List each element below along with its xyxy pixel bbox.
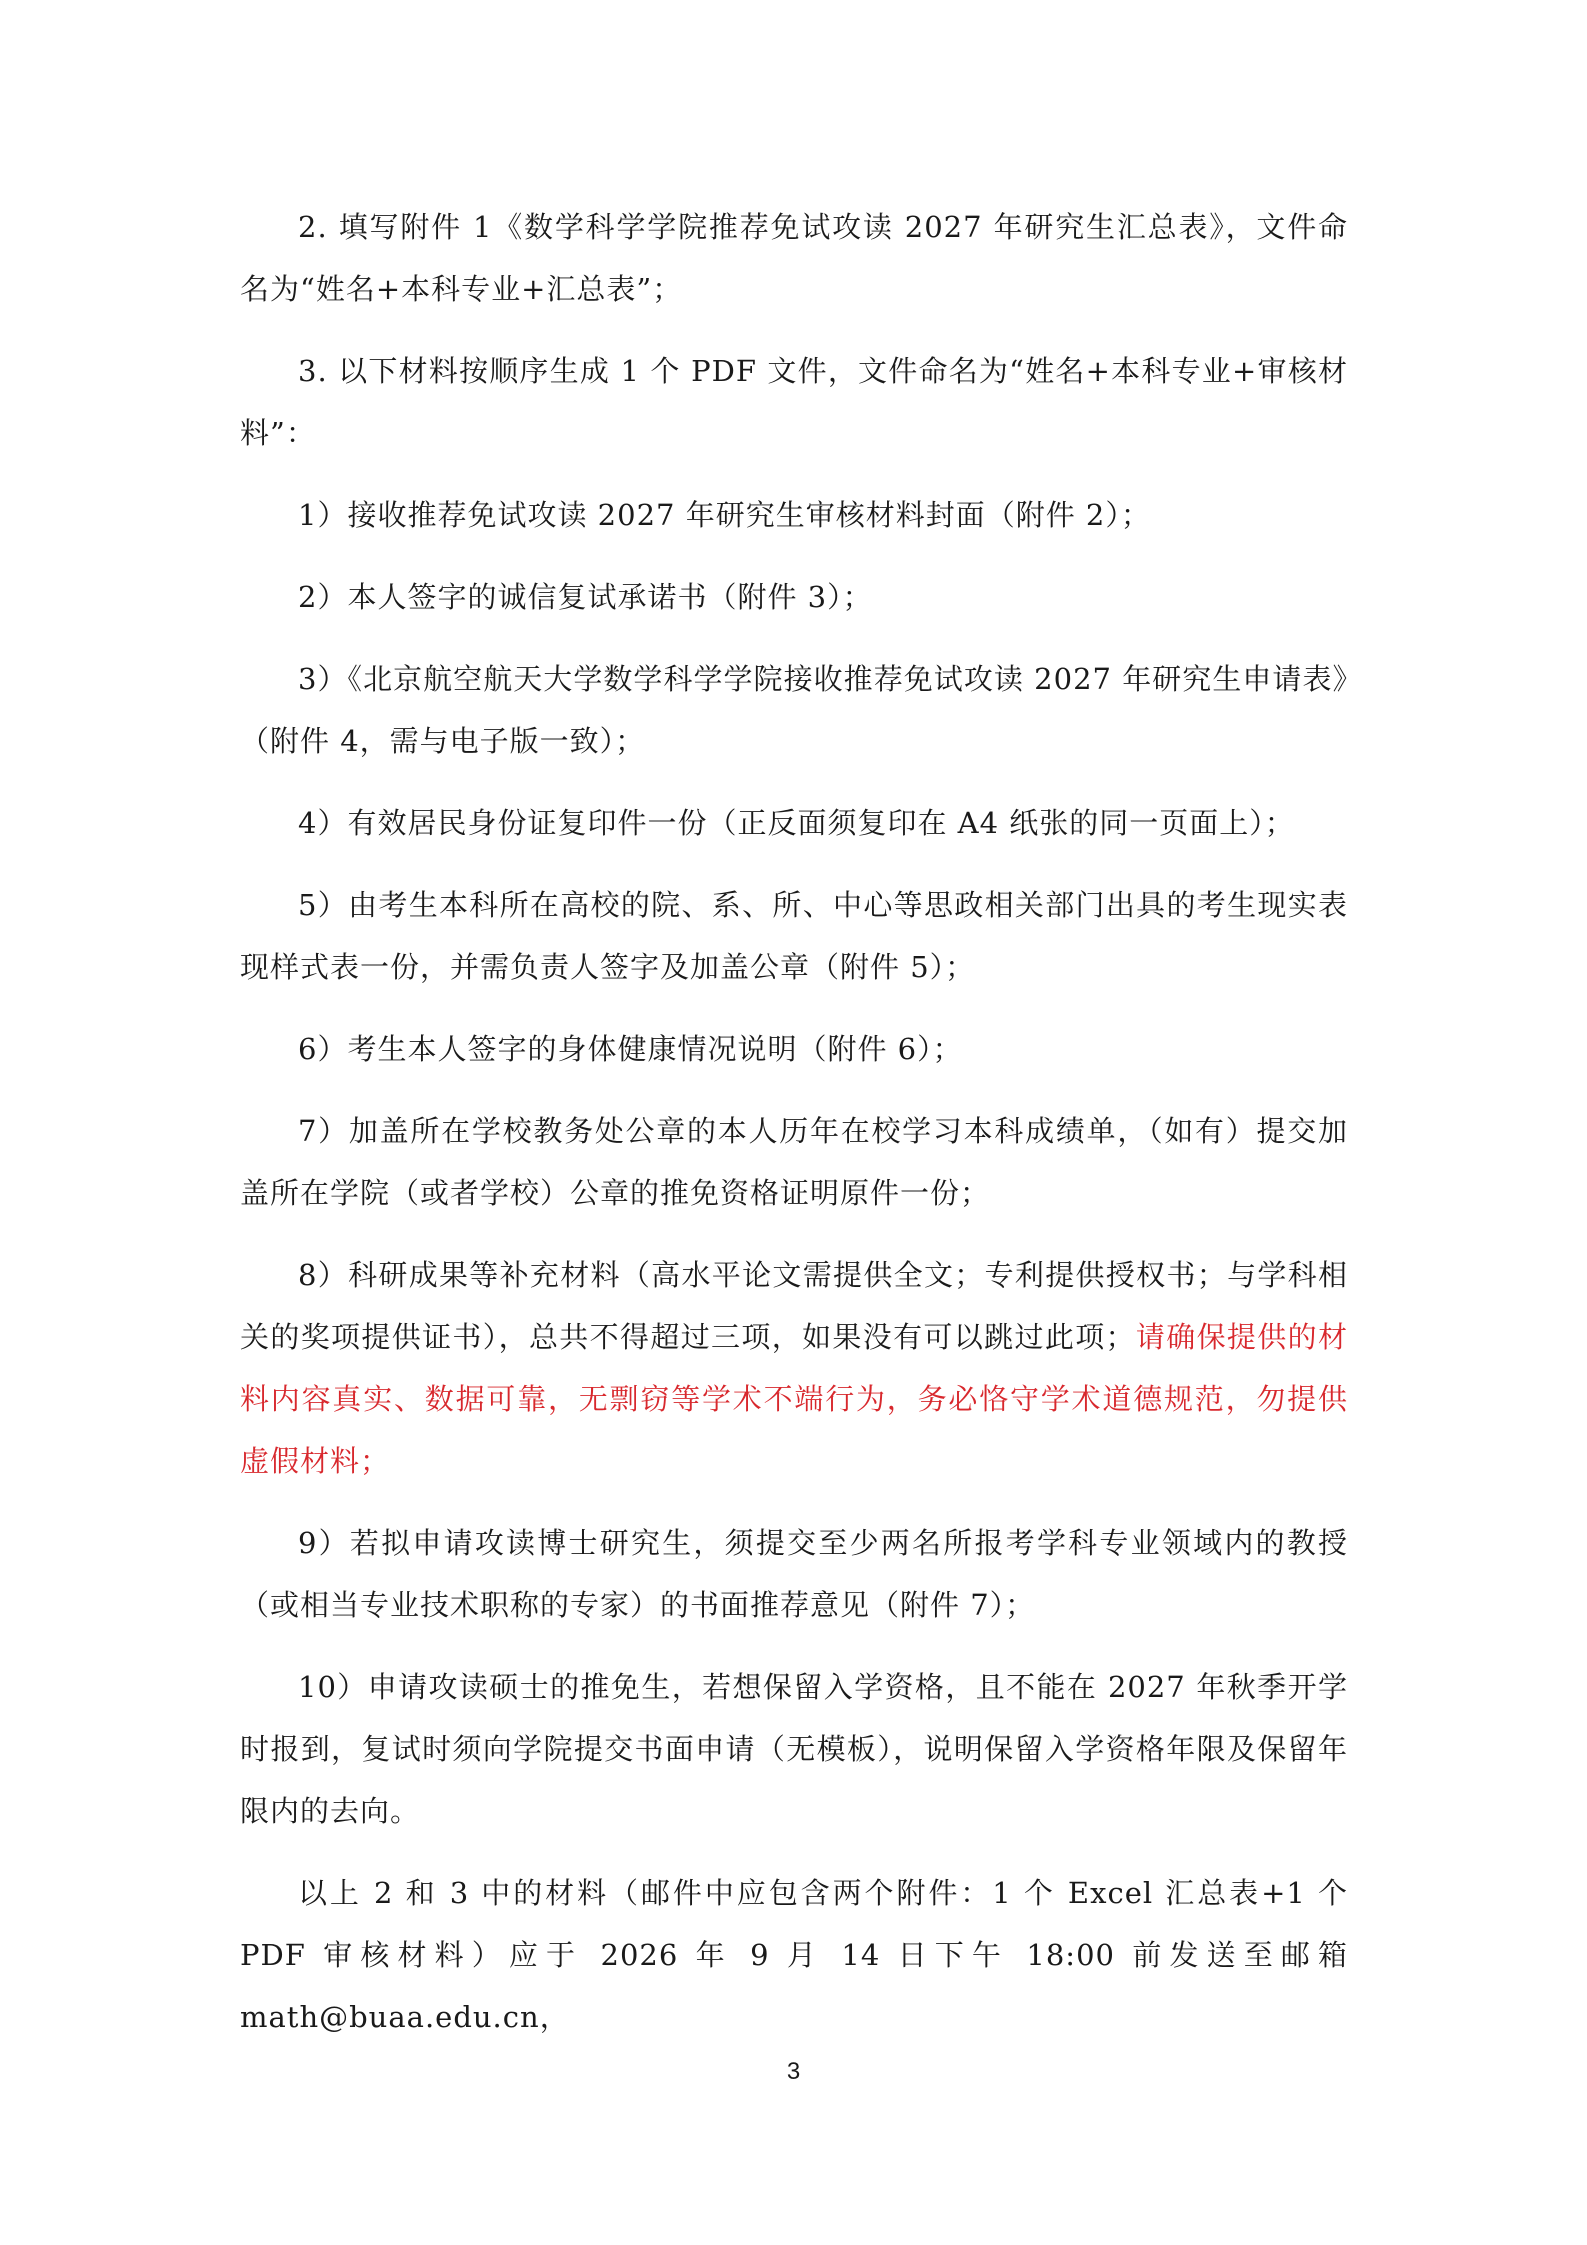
list-item-health-statement	[240, 1018, 1348, 1080]
list-item-text: 4）有效居民身份证复印件一份（正反面须复印在 A4 纸张的同一页面上）；	[298, 806, 1295, 840]
list-item-text: 8）科研成果等补充材料（高水平论文需提供全文；专利提供授权书；与学科相关的奖项提供证书），总共不得超过三项，如果没有可以跳过此项；	[240, 1258, 1348, 1354]
paragraph-review-materials	[240, 340, 1348, 464]
list-item-text: 2）本人签字的诚信复试承诺书（附件 3）；	[298, 580, 873, 614]
list-item-id-copy	[240, 792, 1348, 854]
paragraph-submission-instructions	[240, 1862, 1348, 2048]
list-item-text: 3）《北京航空航天大学数学科学学院接收推荐免试攻读 2027 年研究生申请表》（附件 4，需与电子版一致）；	[240, 662, 1348, 758]
paragraph-text: 3. 以下材料按顺序生成 1 个 PDF 文件，文件命名为“姓名+本科专业+审核材料”：	[240, 354, 1348, 450]
list-item-application-form	[240, 648, 1348, 772]
list-item-deferral-request	[240, 1656, 1348, 1842]
list-item-recommendation-letters	[240, 1512, 1348, 1636]
list-item-text: 1）接收推荐免试攻读 2027 年研究生审核材料封面（附件 2）；	[298, 498, 1151, 532]
list-item-transcript	[240, 1100, 1348, 1224]
academic-integrity-warning: 请确保提供的材料内容真实、数据可靠，无剽窃等学术不端行为，务必恪守学术道德规范，勿提供虚假材料；	[240, 1320, 1348, 1478]
list-item-performance-form	[240, 874, 1348, 998]
list-item-research-materials	[240, 1244, 1348, 1492]
list-item-integrity-pledge	[240, 566, 1348, 628]
paragraph-summary-form	[240, 196, 1348, 320]
list-item-text: 9）若拟申请攻读博士研究生，须提交至少两名所报考学科专业领域内的教授（或相当专业技术职称的专家）的书面推荐意见（附件 7）；	[240, 1526, 1348, 1622]
list-item-text: 10）申请攻读硕士的推免生，若想保留入学资格，且不能在 2027 年秋季开学时报到，复试时须向学院提交书面申请（无模板），说明保留入学资格年限及保留年限内的去向。	[240, 1670, 1348, 1828]
list-item-text: 7）加盖所在学校教务处公章的本人历年在校学习本科成绩单，（如有）提交加盖所在学院（或者学校）公章的推免资格证明原件一份；	[240, 1114, 1348, 1210]
list-item-text: 5）由考生本科所在高校的院、系、所、中心等思政相关部门出具的考生现实表现样式表一份，并需负责人签字及加盖公章（附件 5）；	[240, 888, 1348, 984]
document-body	[240, 196, 1348, 2068]
paragraph-text: 以上 2 和 3 中的材料（邮件中应包含两个附件：1 个 Excel 汇总表+1 个 PDF 审核材料）应于 2026 年 9 月 14 日下午 18:00 前发送至邮箱 math@buaa.edu.cn，	[240, 1876, 1348, 2034]
list-item-text: 6）考生本人签字的身体健康情况说明（附件 6）；	[298, 1032, 963, 1066]
paragraph-text: 2. 填写附件 1《数学科学学院推荐免试攻读 2027 年研究生汇总表》，文件命名为“姓名+本科专业+汇总表”；	[240, 210, 1348, 306]
list-item-cover	[240, 484, 1348, 546]
page-number: 3	[786, 2058, 801, 2085]
